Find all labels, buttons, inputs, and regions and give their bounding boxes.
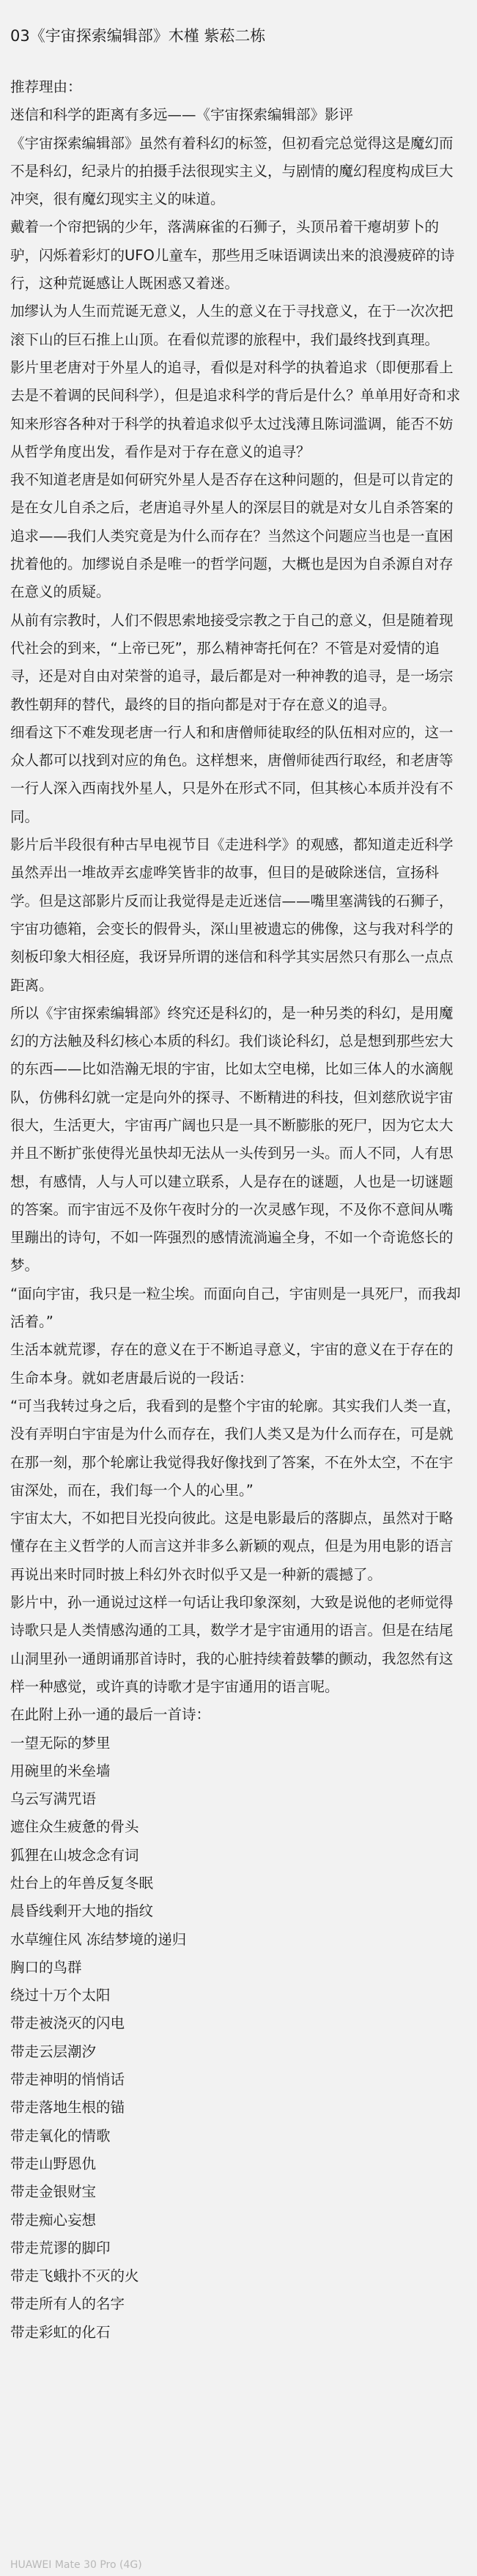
poem-line: 带走神明的悄悄话 — [10, 2071, 125, 2089]
poem-line: 带走彩虹的化石 — [10, 2323, 111, 2341]
paragraph: 《宇宙探索编辑部》虽然有着科幻的标签，但初看完总觉得这是魔幻而不是科幻，纪录片的拍摄手法很现实主义，与剧情的魔幻程度构成巨大冲突，很有魔幻现实主义的味道。 — [10, 134, 454, 208]
paragraph: 我不知道老唐是如何研究外星人是否存在这种问题的，但是可以肯定的是在女儿自杀之后，老唐追寻外星人的深层目的就是对女儿自杀答案的追求——我们人类究竟是为什么而存在？当然这个问题应当也是一直困扰着他的。加缪说自杀是唯一的哲学问题，大概也是因为自杀源自对存在意义的质疑。 — [10, 471, 454, 601]
poem-line: 带走落地生根的锚 — [10, 2099, 125, 2116]
poem-line: 晨昏线剩开大地的指纹 — [10, 1903, 154, 1920]
poem-line: 带走所有人的名字 — [10, 2295, 125, 2313]
article-body — [10, 73, 467, 2347]
paragraph: 影片中，孙一通说过这样一句话让我印象深刻，大致是说他的老师觉得诗歌只是人类情感沟通的工具，数学才是宇宙通用的语言。但是在结尾山洞里孙一通朗诵那首诗时，我的心脏持续着鼓攀的颤动，我忽然有这样一种感觉，或许真的诗歌才是宇宙通用的语言呢。 — [10, 1594, 454, 1695]
paragraph: 戴着一个帘把锅的少年，落满麻雀的石狮子，头顶吊着干瘪胡萝卜的驴，闪烁着彩灯的UFO儿童车，那些用乏味语调读出来的浪漫疲碎的诗行，这种荒诞感让人既困惑又着迷。 — [10, 218, 455, 292]
poem-line: 带走金银财宝 — [10, 2183, 97, 2201]
poem-intro: 在此附上孙一通的最后一首诗： — [10, 1706, 211, 1724]
poem-line: 带走痴心妄想 — [10, 2211, 97, 2229]
poem-line: 一望无际的梦里 — [10, 1734, 111, 1752]
poem-line: 带走飞蛾扑不灭的火 — [10, 2267, 139, 2285]
poem — [10, 1730, 467, 2347]
paragraph-subtitle: 迷信和科学的距离有多远——《宇宙探索编辑部》影评 — [10, 106, 354, 124]
paragraph: 影片后半段很有种古早电视节目《走进科学》的观感，都知道走近科学虽然弄出一堆故弄玄虚哗笑皆非的故事，但目的是破除迷信，宣扬科学。但是这部影片反而让我觉得是走近迷信——嘴里塞满钱的石狮子，宇宙功德箱，会变长的假骨头，深山里被遗忘的佛像，这与我对科学的刻板印象大相径庭，我讶异所谓的迷信和科学其实居然只有那么一点点距离。 — [10, 836, 454, 994]
paragraph-recommend: 推荐理由： — [10, 78, 82, 95]
poem-line: 灶台上的年兽反复冬眠 — [10, 1875, 154, 1892]
poem-line: 胸口的鸟群 — [10, 1958, 82, 1976]
paragraph: 加缪认为人生而荒诞无意义，人生的意义在于寻找意义，在于一次次把滚下山的巨石推上山顶。在看似荒谬的旅程中，我们最终找到真理。 — [10, 303, 454, 348]
poem-line: 遮住众生疲惫的骨头 — [10, 1818, 139, 1836]
paragraph: 从前有宗教时，人们不假思索地接受宗教之于自己的意义，但是随着现代社会的到来，“上帝已死”，那么精神寄托何在？不管是对爱情的追寻，还是对自由对荣誉的追寻，最后都是对一种神教的追寻，是一场宗教性朝拜的替代，最终的目的指向都是对于存在意义的追寻。 — [10, 611, 454, 713]
paragraph: 细看这下不难发现老唐一行人和和唐僧师徒取经的队伍相对应的，这一众人都可以找到对应的角色。这样想来，唐僧师徒西行取经，和老唐等一行人深入西南找外星人，只是外在形式不同，但其核心本质并没有不同。 — [10, 723, 454, 825]
paragraph: 所以《宇宙探索编辑部》终究还是科幻的，是一种另类的科幻，是用魔幻的方法触及科幻核心本质的科幻。我们谈论科幻，总是想到那些宏大的东西——比如浩瀚无垠的宇宙，比如太空电梯，比如三体人的水滴舰队，仿佛科幻就一定是向外的探寻、不断精进的科技，但刘慈欣说宇宙很大，生活更大，宇宙再广阔也只是一具不断膨胀的死尸，因为它太大并且不断扩张使得光虽快却无法从一头传到另一头。而人不同，人有思想，有感情，人与人可以建立联系，人是存在的谜题，人也是一切谜题的答案。而宇宙远不及你午夜时分的一次灵感乍现，不及你不意间从嘴里蹦出的诗句，不如一阵强烈的感情流淌遍全身，不如一个奇诡悠长的梦。 — [10, 1004, 454, 1274]
article-title: 03《宇宙探索编辑部》木槿 紫菘二栋 — [10, 27, 266, 45]
poem-line: 带走荒谬的脚印 — [10, 2239, 111, 2256]
device-watermark: HUAWEI Mate 30 Pro (4G) — [10, 2559, 142, 2571]
poem-line: 狐狸在山坡念念有词 — [10, 1846, 139, 1864]
poem-line: 绕过十万个太阳 — [10, 1987, 111, 2004]
poem-line: 带走山野恩仇 — [10, 2155, 97, 2172]
poem-line: 用碗里的米垒墙 — [10, 1762, 111, 1779]
quote-paragraph: “可当我转过身之后，我看到的是整个宇宙的轮廓。其实我们人类一直，没有弄明白宇宙是为什么而存在，我们人类又是为什么而存在，可是就在那一刻，那个轮廓让我觉得我好像找到了答案，不在外太空，不在宇宙深处，而在，我们每一个人的心里。” — [10, 1397, 461, 1499]
paragraph: 影片里老唐对于外星人的追寻，看似是对科学的执着追求（即便那看上去是不着调的民间科学），但是追求科学的背后是什么？单单用好奇和求知来形容各种对于科学的执着追求似乎太过浅薄且陈词滥调，能否不妨从哲学角度出发，看作是对于存在意义的追寻？ — [10, 358, 461, 460]
paragraph: 宇宙太大，不如把目光投向彼此。这是电影最后的落脚点，虽然对于略懂存在主义哲学的人而言这并非多么新颖的观点，但是为用电影的语言再说出来时同时披上科幻外衣时似乎又是一种新的震撼了。 — [10, 1510, 454, 1583]
poem-line: 带走被浇灭的闪电 — [10, 2015, 125, 2032]
poem-line: 带走氧化的情歌 — [10, 2127, 111, 2144]
poem-line: 乌云写满咒语 — [10, 1790, 97, 1808]
paragraph: 生活本就荒谬，存在的意义在于不断追寻意义，宇宙的意义在于存在的生命本身。就如老唐最后说的一段话： — [10, 1341, 454, 1387]
quote-paragraph: “面向宇宙，我只是一粒尘埃。而面向自己，宇宙则是一具死尸，而我却活着。” — [10, 1285, 461, 1331]
poem-line: 带走云层潮汐 — [10, 2042, 97, 2060]
poem-line: 水草缠住风 冻结梦境的递归 — [10, 1930, 187, 1948]
